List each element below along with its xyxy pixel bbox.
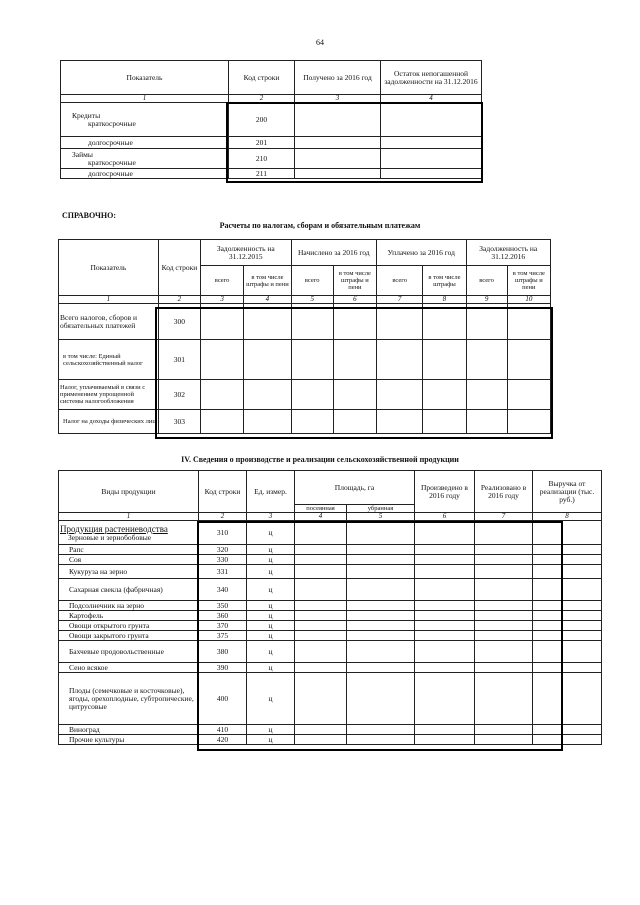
row-code: 360 [199,611,247,621]
input-cell[interactable] [423,380,466,410]
input-cell[interactable] [201,304,244,340]
row-label: Плоды (семечковые и косточковые), ягоды, орехоплодные, субтропические, цитрусовые [59,673,199,725]
col-num: 4 [381,95,482,103]
col-num: 3 [295,95,381,103]
input-cell[interactable] [475,555,533,565]
row-unit: ц [247,555,295,565]
input-cell[interactable] [533,673,602,725]
row-code: 310 [199,521,247,545]
header-incl-fines: в том числе штрафы и пени [507,266,550,296]
table-row [59,611,602,621]
row-unit: ц [247,725,295,735]
row-code: 320 [199,545,247,555]
table-row [61,169,482,179]
table-row [59,725,602,735]
row-label: Налог, уплачиваемый в связи с применением упрощенной системы налогообложения [59,380,159,410]
input-cell[interactable] [295,149,381,169]
input-cell[interactable] [415,545,475,555]
input-cell[interactable] [533,631,602,641]
taxes-table [58,239,551,434]
input-cell[interactable] [291,304,333,340]
input-cell[interactable] [295,601,347,611]
row-code: 410 [199,725,247,735]
input-cell[interactable] [347,521,415,545]
row-code: 300 [158,304,200,340]
input-cell[interactable] [533,725,602,735]
row-label: Сено всякое [59,663,199,673]
table-row [59,545,602,555]
col-num: 1 [59,513,199,521]
input-cell[interactable] [466,380,507,410]
input-cell[interactable] [347,631,415,641]
row-code: 201 [229,137,295,149]
group-title: Продукция растениеводства [60,523,168,534]
row-code: 200 [229,103,295,137]
header-code: Код строки [199,471,247,513]
table-row [59,631,602,641]
header-sown: посеянная [295,505,347,513]
table-row [59,565,602,579]
input-cell[interactable] [295,673,347,725]
row-sub: краткосрочные [88,118,136,128]
input-cell[interactable] [415,621,475,631]
input-cell[interactable] [415,555,475,565]
input-cell[interactable] [347,579,415,601]
input-cell[interactable] [475,545,533,555]
input-cell[interactable] [415,565,475,579]
row-label: Бахчевые продовольственные [59,641,199,663]
input-cell[interactable] [475,663,533,673]
row-label [61,137,229,149]
col-num: 2 [229,95,295,103]
input-cell[interactable] [415,521,475,545]
table-row [59,601,602,611]
row-group: Займы [72,149,93,159]
header-revenue: Выручка от реализации (тыс. руб.) [533,471,602,513]
col-num: 2 [199,513,247,521]
row-label [61,169,229,179]
row-sub: краткосрочные [88,157,136,167]
table-row [59,735,602,745]
row-code: 390 [199,663,247,673]
input-cell[interactable] [295,663,347,673]
header-total: всего [201,266,244,296]
input-cell[interactable] [507,304,550,340]
input-cell[interactable] [423,410,466,434]
input-cell[interactable] [415,579,475,601]
input-cell[interactable] [415,673,475,725]
input-cell[interactable] [347,545,415,555]
reference-title: Расчеты по налогам, сборам и обязательным платежам [219,221,421,230]
page-number: 64 [316,38,324,47]
input-cell[interactable] [295,137,381,149]
input-cell[interactable] [475,601,533,611]
row-code: 301 [158,340,200,380]
header-incl-fines: в том числе штрафы и пени [244,266,291,296]
input-cell[interactable] [507,340,550,380]
input-cell[interactable] [295,631,347,641]
header-indicator: Показатель [61,61,229,95]
input-cell[interactable] [415,641,475,663]
col-num: 4 [244,296,291,304]
input-cell[interactable] [533,579,602,601]
row-sub: Зерновые и зернобобовые [68,532,152,542]
header-remainder: Остаток непогашенной задолженности на 31.12.2016 [381,61,482,95]
input-cell[interactable] [333,380,376,410]
input-cell[interactable] [295,565,347,579]
row-code: 400 [199,673,247,725]
input-cell[interactable] [415,601,475,611]
input-cell[interactable] [244,380,291,410]
input-cell[interactable] [381,169,482,179]
input-cell[interactable] [381,137,482,149]
row-label: Соя [59,555,199,565]
row-label [61,149,229,169]
input-cell[interactable] [295,169,381,179]
input-cell[interactable] [295,521,347,545]
input-cell[interactable] [295,545,347,555]
col-num: 2 [158,296,200,304]
header-indicator: Показатель [59,240,159,296]
input-cell[interactable] [347,725,415,735]
header-harvested: убранная [347,505,415,513]
input-cell[interactable] [475,725,533,735]
input-cell[interactable] [533,521,602,545]
input-cell[interactable] [415,631,475,641]
row-code: 370 [199,621,247,631]
input-cell[interactable] [475,735,533,745]
row-label [61,103,229,137]
input-cell[interactable] [295,621,347,631]
col-num: 5 [347,513,415,521]
row-label: Всего налогов, сборов и обязательных платежей [59,304,159,340]
row-label: Кукуруза на зерно [59,565,199,579]
row-unit: ц [247,631,295,641]
input-cell[interactable] [415,735,475,745]
col-num: 3 [247,513,295,521]
row-code: 340 [199,579,247,601]
reference-label: СПРАВОЧНО: [62,211,116,220]
header-total: всего [466,266,507,296]
row-group: Кредиты [72,110,101,120]
input-cell[interactable] [381,149,482,169]
table-row [59,555,602,565]
table-row [59,621,602,631]
row-label: в том числе: Единый сельскохозяйственный налог [59,340,159,380]
input-cell[interactable] [347,641,415,663]
input-cell[interactable] [475,521,533,545]
input-cell[interactable] [533,611,602,621]
input-cell[interactable] [244,304,291,340]
input-cell[interactable] [415,725,475,735]
input-cell[interactable] [475,641,533,663]
input-cell[interactable] [347,555,415,565]
row-label: Виноград [59,725,199,735]
input-cell[interactable] [533,735,602,745]
input-cell[interactable] [244,340,291,380]
header-paid: Уплачено за 2016 год [377,240,467,266]
input-cell[interactable] [381,103,482,137]
row-sub: долгосрочные [88,168,133,178]
col-num: 5 [291,296,333,304]
row-code: 380 [199,641,247,663]
input-cell[interactable] [347,621,415,631]
table-row [59,673,602,725]
row-unit: ц [247,565,295,579]
table-row [59,521,602,545]
input-cell[interactable] [295,725,347,735]
row-label: Прочие культуры [59,735,199,745]
row-code: 302 [158,380,200,410]
row-unit: ц [247,641,295,663]
input-cell[interactable] [423,340,466,380]
input-cell[interactable] [533,565,602,579]
input-cell[interactable] [201,410,244,434]
input-cell[interactable] [347,601,415,611]
input-cell[interactable] [533,663,602,673]
row-code: 375 [199,631,247,641]
input-cell[interactable] [333,410,376,434]
input-cell[interactable] [244,410,291,434]
credits-table [60,60,482,179]
input-cell[interactable] [507,410,550,434]
input-cell[interactable] [475,611,533,621]
table-row [59,380,551,410]
header-area: Площадь, га [295,471,415,505]
row-unit: ц [247,735,295,745]
row-label: Овощи закрытого грунта [59,631,199,641]
input-cell[interactable] [415,663,475,673]
table-row [59,641,602,663]
header-code: Код строки [229,61,295,95]
col-num: 3 [201,296,244,304]
input-cell[interactable] [377,410,423,434]
row-code: 350 [199,601,247,611]
col-num: 7 [475,513,533,521]
col-num: 1 [61,95,229,103]
header-code: Код строки [158,240,200,296]
input-cell[interactable] [377,380,423,410]
col-num: 8 [423,296,466,304]
row-unit: ц [247,601,295,611]
input-cell[interactable] [291,340,333,380]
table-row [61,149,482,169]
table-row [59,304,551,340]
row-code: 210 [229,149,295,169]
col-num: 6 [333,296,376,304]
col-num: 10 [507,296,550,304]
input-cell[interactable] [466,304,507,340]
row-sub: долгосрочные [88,137,133,147]
input-cell[interactable] [533,555,602,565]
header-debt-start: Задолженность на 31.12.2015 [201,240,292,266]
header-accrued: Начислено за 2016 год [291,240,376,266]
row-code: 331 [199,565,247,579]
header-incl-fines: в том числе штрафы и пени [333,266,376,296]
header-debt-end: Задолженность на 31.12.2016 [466,240,550,266]
header-types: Виды продукции [59,471,199,513]
table-row [59,340,551,380]
input-cell[interactable] [377,340,423,380]
row-code: 330 [199,555,247,565]
row-unit: ц [247,521,295,545]
input-cell[interactable] [475,631,533,641]
row-code: 303 [158,410,200,434]
input-cell[interactable] [201,380,244,410]
input-cell[interactable] [415,611,475,621]
input-cell[interactable] [507,380,550,410]
section4-title: IV. Сведения о производстве и реализации сельскохозяйственной продукции [181,455,459,464]
header-total: всего [291,266,333,296]
input-cell[interactable] [295,103,381,137]
row-label: Рапс [59,545,199,555]
input-cell[interactable] [347,735,415,745]
row-label: Овощи открытого грунта [59,621,199,631]
input-cell[interactable] [347,565,415,579]
col-num: 9 [466,296,507,304]
row-label: Картофель [59,611,199,621]
row-code: 211 [229,169,295,179]
table-row [61,103,482,137]
col-num: 8 [533,513,602,521]
input-cell[interactable] [295,735,347,745]
row-code: 420 [199,735,247,745]
input-cell[interactable] [347,663,415,673]
row-label [59,521,199,545]
input-cell[interactable] [295,555,347,565]
row-unit: ц [247,663,295,673]
row-unit: ц [247,545,295,555]
col-num: 6 [415,513,475,521]
input-cell[interactable] [475,621,533,631]
input-cell[interactable] [201,340,244,380]
input-cell[interactable] [347,673,415,725]
row-label: Сахарная свекла (фабричная) [59,579,199,601]
header-unit: Ед. измер. [247,471,295,513]
input-cell[interactable] [295,579,347,601]
input-cell[interactable] [475,565,533,579]
col-num: 4 [295,513,347,521]
production-table [58,470,602,745]
table-row [59,663,602,673]
header-incl-fines: в том числе штрафы [423,266,466,296]
header-received: Получено за 2016 год [295,61,381,95]
table-row [59,579,602,601]
input-cell[interactable] [533,601,602,611]
input-cell[interactable] [475,579,533,601]
input-cell[interactable] [533,545,602,555]
row-unit: ц [247,673,295,725]
input-cell[interactable] [475,673,533,725]
input-cell[interactable] [466,340,507,380]
input-cell[interactable] [295,611,347,621]
input-cell[interactable] [347,611,415,621]
input-cell[interactable] [333,340,376,380]
input-cell[interactable] [423,304,466,340]
input-cell[interactable] [295,641,347,663]
input-cell[interactable] [291,410,333,434]
col-num: 7 [377,296,423,304]
input-cell[interactable] [333,304,376,340]
header-sold: Реализовано в 2016 году [475,471,533,513]
row-unit: ц [247,611,295,621]
row-unit: ц [247,579,295,601]
row-label: Налог на доходы физических лиц [59,410,159,434]
input-cell[interactable] [466,410,507,434]
table-row [59,410,551,434]
input-cell[interactable] [291,380,333,410]
header-total: всего [377,266,423,296]
row-unit: ц [247,621,295,631]
table-row [61,137,482,149]
input-cell[interactable] [533,621,602,631]
col-num: 1 [59,296,159,304]
header-produced: Произведено в 2016 году [415,471,475,513]
row-label: Подсолнечник на зерно [59,601,199,611]
input-cell[interactable] [377,304,423,340]
input-cell[interactable] [533,641,602,663]
